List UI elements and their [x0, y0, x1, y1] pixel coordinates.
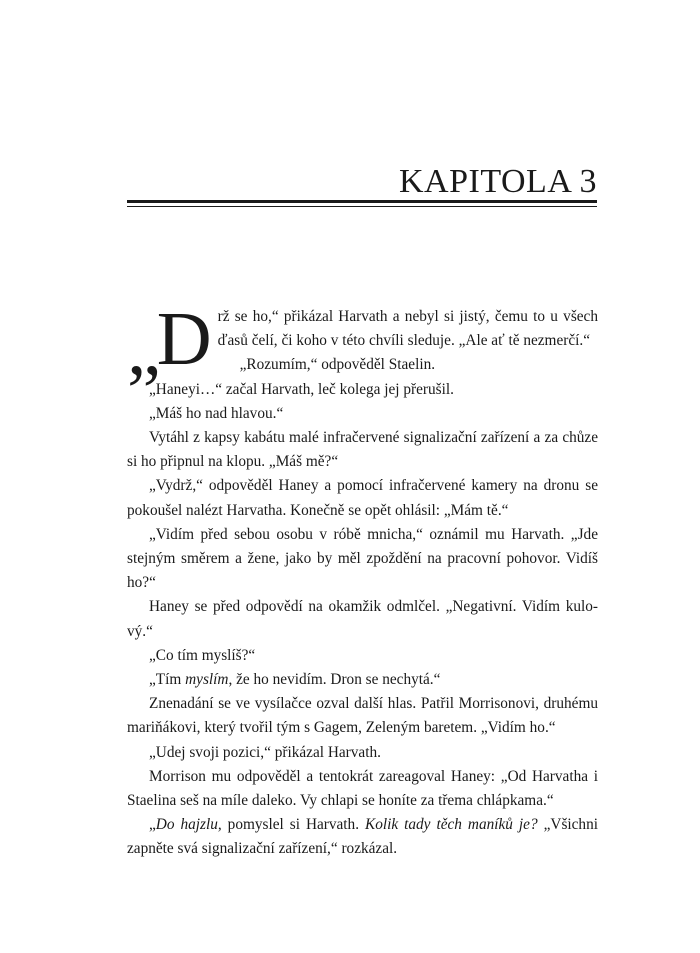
text-run: „Všichni zapněte svá signalizační zařízení,“ rozkázal.: [127, 816, 598, 858]
paragraph: [127, 765, 598, 813]
text-run: rž se ho,“ přikázal Harvath a nebyl si jistý, čemu to u všech ďasů čelí, či koho v této chvíli sleduje. „Ale ať tě nezmerčí.“: [217, 308, 598, 350]
paragraph: [127, 692, 598, 740]
paragraph: [127, 813, 598, 861]
paragraph: [127, 523, 598, 596]
paragraph: [127, 378, 598, 402]
text-run: Vytáhl z kapsy kabátu malé infračervené signalizační zařízení a za chůze si ho připnul na klopu. „Máš mě?“: [127, 429, 598, 471]
text-run: „Haneyi…“ začal Harvath, leč kolega jej přerušil.: [149, 380, 454, 398]
paragraph: [127, 595, 598, 643]
paragraph: [127, 644, 598, 668]
italic-run: Do hajzlu,: [155, 816, 222, 834]
italic-run: myslím: [185, 671, 229, 689]
paragraph: [127, 668, 598, 692]
text-run: „: [149, 816, 156, 834]
chapter-body: [127, 297, 598, 862]
chapter-title: KAPITOLA 3: [399, 163, 597, 200]
text-run: „Co tím myslíš?“: [149, 646, 256, 664]
text-run: „Vydrž,“ odpověděl Haney a pomocí infračervené kamery na dronu se pokoušel nalézt Harvatha. Konečně se opět ohlásil: „Mám tě.“: [127, 477, 598, 519]
text-run: , že ho nevidím. Dron se nechytá.“: [228, 671, 441, 689]
text-run: „Udej svoji pozici,“ přikázal Harvath.: [149, 743, 381, 761]
text-run: „Vidím před sebou osobu v róbě mnicha,“ oznámil mu Harvath. „Jde stejným směrem a žene, jako by měl zpoždění na pracovní pohovor. Vidíš ho?“: [127, 525, 598, 592]
paragraph: [127, 741, 598, 765]
paragraph: [127, 402, 598, 426]
text-run: Haney se před odpovědí na okamžik odmlčel. „Negativní. Vidím kulo-vý.“: [127, 598, 598, 640]
text-run: pomyslel si Harvath.: [221, 816, 366, 834]
text-run: „Tím: [149, 671, 186, 689]
italic-run: Kolik tady těch maníků je?: [365, 816, 538, 834]
text-run: „Máš ho nad hlavou.“: [149, 404, 284, 422]
paragraph: [127, 474, 598, 522]
text-run: Morrison mu odpověděl a tentokrát zareagoval Haney: „Od Harvatha i Staelina seš na míle daleko. Vy chlapi se honíte za třema chlápkama.“: [127, 767, 598, 810]
text-run: „Rozumím,“ odpověděl Staelin.: [239, 356, 436, 374]
text-run: Znenadání se ve vysílačce ozval další hlas. Patřil Morrisonovi, druhému mariňákovi, který tvořil tým s Gagem, Zeleným baretem. „Vidím ho.“: [127, 695, 598, 737]
paragraph: [127, 426, 598, 474]
title-rule-thick: [127, 200, 597, 203]
title-rule-thin: [127, 206, 597, 207]
drop-cap: „D: [127, 297, 212, 391]
